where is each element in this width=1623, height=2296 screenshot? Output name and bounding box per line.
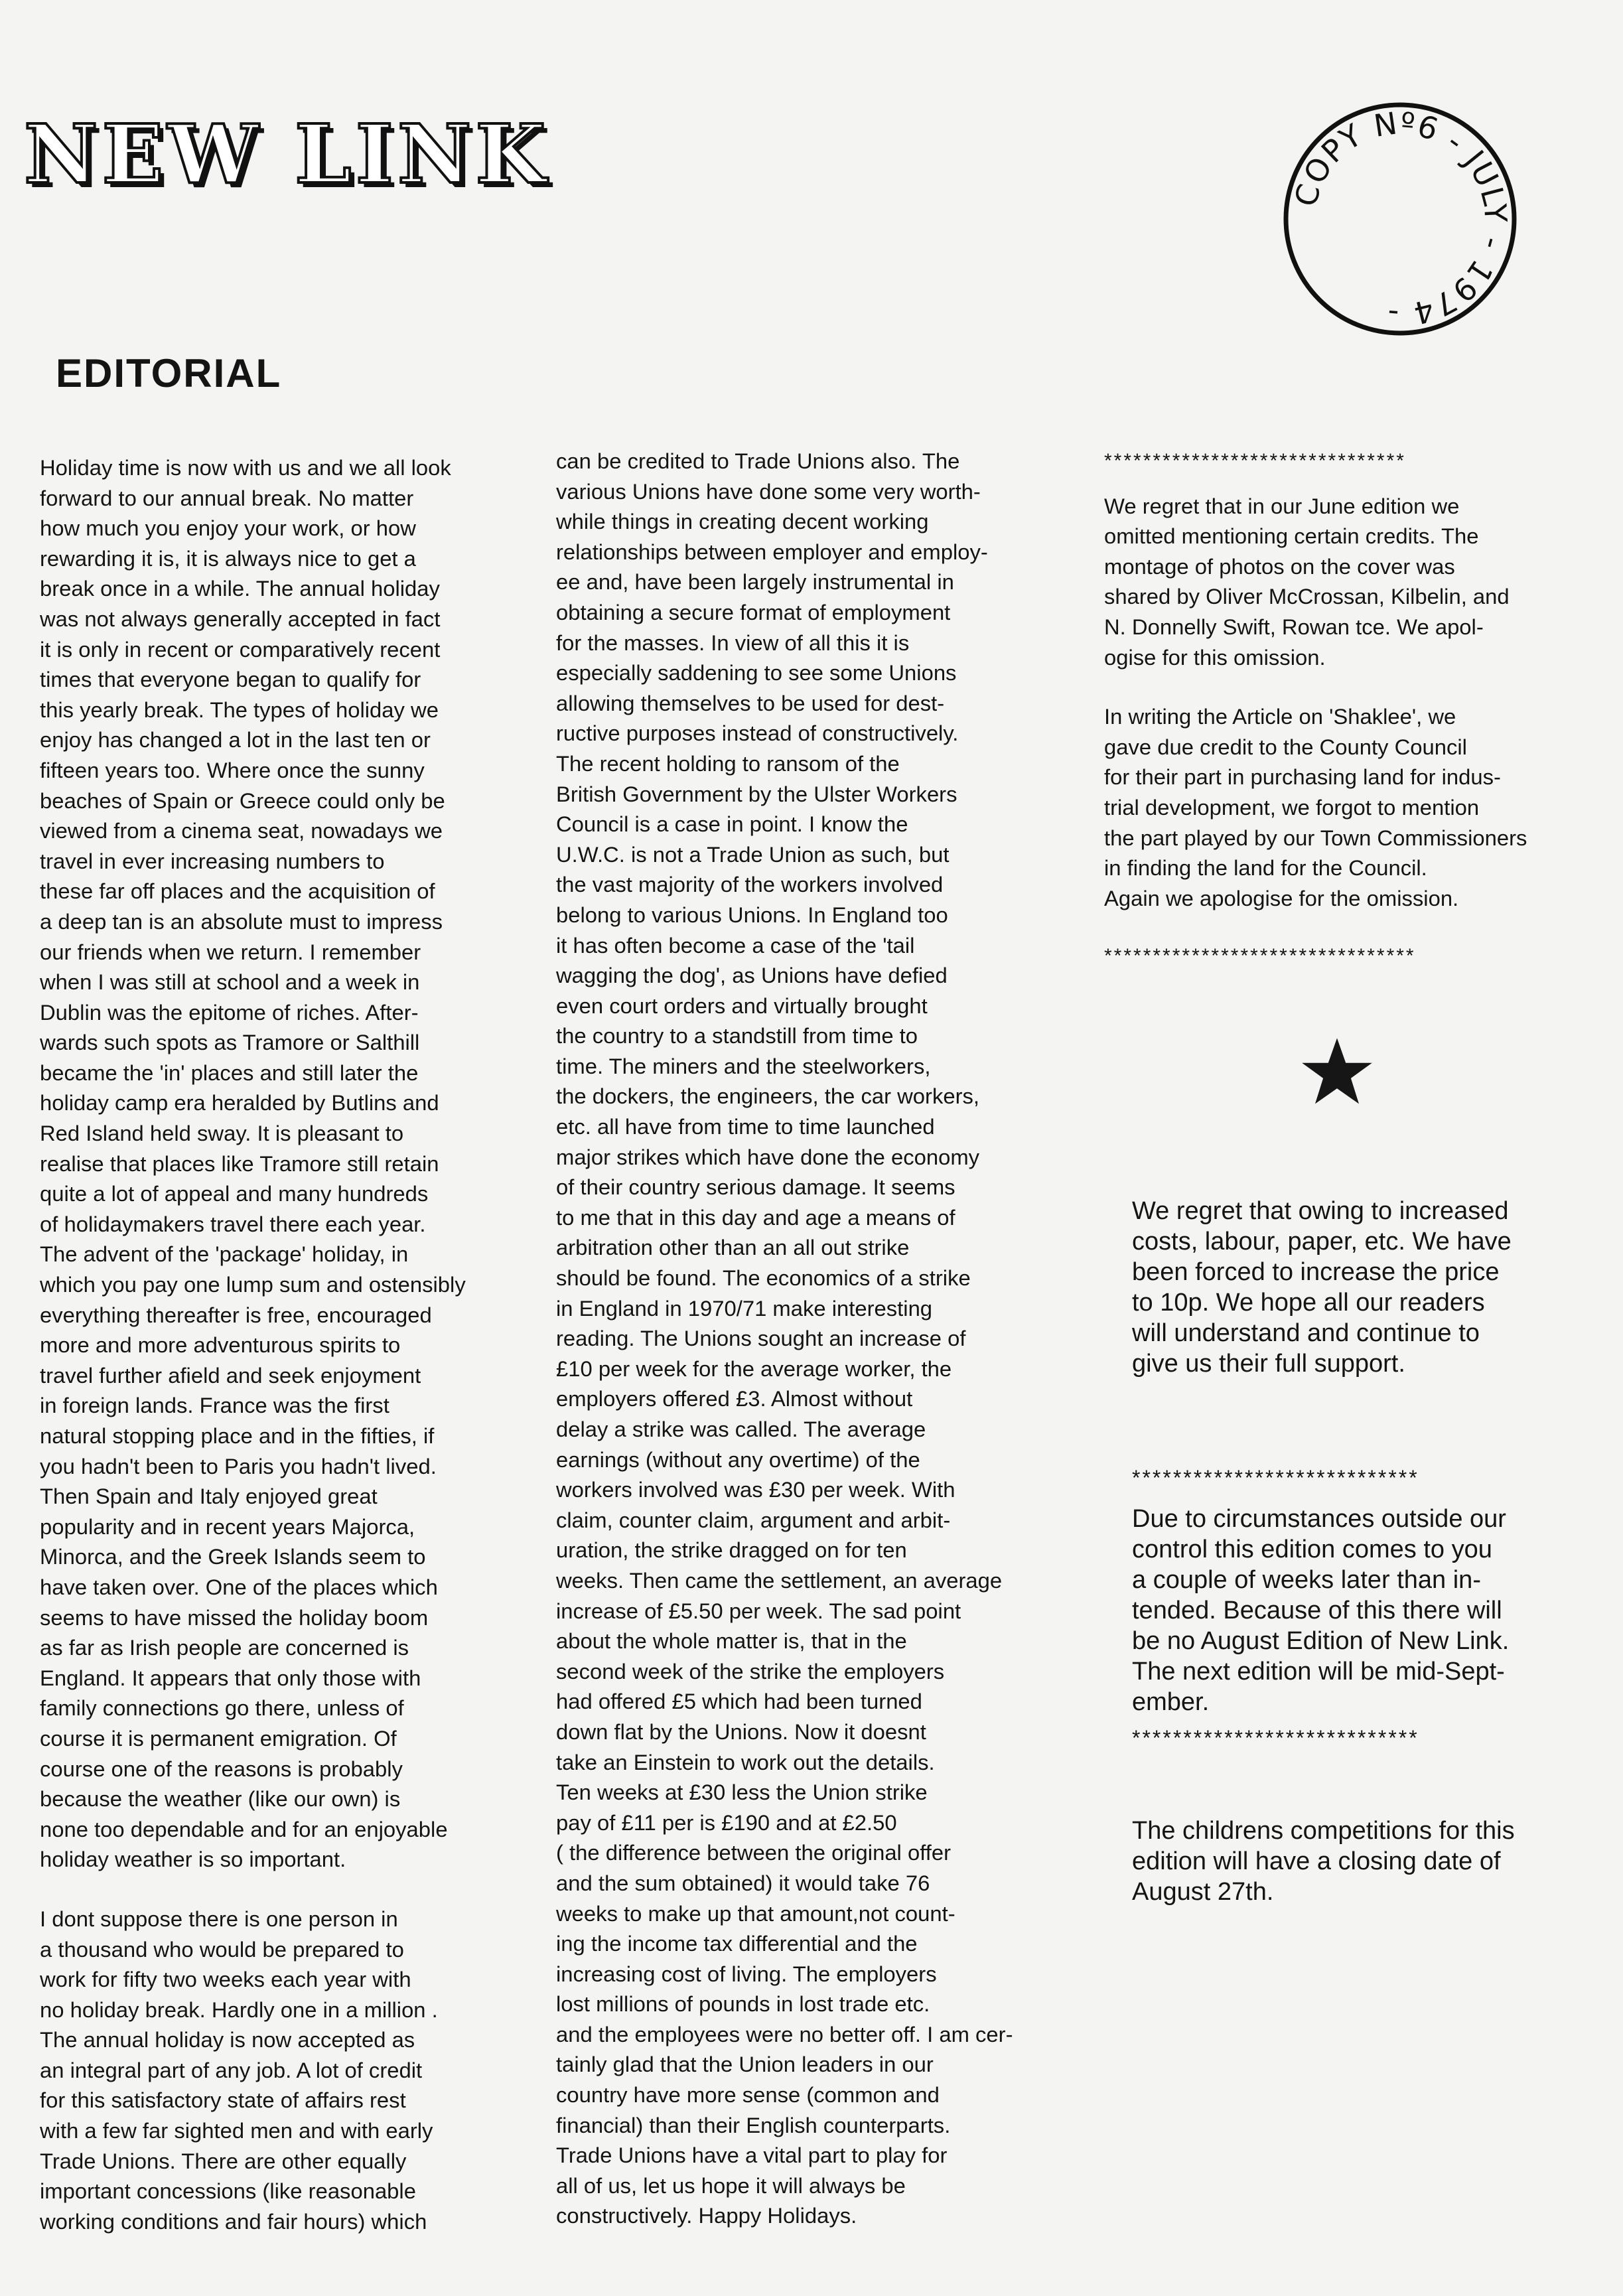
text-line: be no August Edition of New Link. xyxy=(1132,1627,1510,1655)
text-line: earnings (without any overtime) of the xyxy=(556,1447,920,1472)
text-line: Trade Unions. There are other equally xyxy=(40,2148,407,2173)
text-line: omitted mentioning certain credits. The xyxy=(1104,524,1479,549)
text-line: the part played by our Town Commissioners xyxy=(1104,825,1527,850)
text-line: forward to our annual break. No matter xyxy=(40,485,414,510)
text-line: should be found. The economics of a strike xyxy=(556,1265,971,1291)
august-notice xyxy=(1132,1463,1610,1753)
text-line: Minorca, and the Greek Islands seem to xyxy=(40,1544,426,1569)
text-line: the dockers, the engineers, the car workers, xyxy=(556,1084,980,1109)
text-line: U.W.C. is not a Trade Union as such, but xyxy=(556,841,950,867)
text-line: wards such spots as Tramore or Salthill xyxy=(40,1030,420,1055)
editorial-paragraph-1 xyxy=(40,453,544,1875)
text-line: in foreign lands. France was the first xyxy=(40,1393,389,1418)
text-line: Ten weeks at £30 less the Union strike xyxy=(556,1780,928,1805)
text-line: an integral part of any job. A lot of credit xyxy=(40,2057,423,2082)
text-line: Dublin was the epitome of riches. After- xyxy=(40,999,419,1025)
masthead-title: NEW LINK xyxy=(24,106,550,202)
text-line: while things in creating decent working xyxy=(556,509,929,534)
text-line: of their country serious damage. It seems xyxy=(556,1175,955,1200)
text-line: increase of £5.50 per week. The sad point xyxy=(556,1598,961,1623)
text-line: a deep tan is an absolute must to impress xyxy=(40,908,443,934)
text-line: with a few far sighted men and with early xyxy=(40,2118,433,2143)
text-line: British Government by the Ulster Workers xyxy=(556,781,957,806)
text-line: travel in ever increasing numbers to xyxy=(40,848,385,873)
text-line: In writing the Article on 'Shaklee', we xyxy=(1104,704,1456,729)
text-line: major strikes which have done the economy xyxy=(556,1144,980,1169)
text-line: gave due credit to the County Council xyxy=(1104,734,1467,759)
text-line: country have more sense (common and xyxy=(556,2082,940,2108)
text-line: family connections go there, unless of xyxy=(40,1695,404,1721)
text-line: viewed from a cinema seat, nowadays we xyxy=(40,818,443,843)
editorial-paragraph-2 xyxy=(40,1904,544,2237)
text-line: quite a lot of appeal and many hundreds xyxy=(40,1181,429,1206)
credits-correction xyxy=(1104,491,1608,673)
text-line: for their part in purchasing land for indus- xyxy=(1104,764,1501,790)
text-line: about the whole matter is, that in the xyxy=(556,1628,907,1654)
price-notice xyxy=(1132,1196,1610,1379)
text-line: workers involved was £30 per week. With xyxy=(556,1477,955,1502)
text-line: ee and, have been largely instrumental in xyxy=(556,569,954,595)
text-line: the country to a standstill from time to xyxy=(556,1023,918,1048)
text-line: wagging the dog', as Unions have defied xyxy=(556,963,948,988)
editorial-column-2 xyxy=(556,446,1100,2231)
text-line: ember. xyxy=(1132,1688,1210,1716)
text-line: these far off places and the acquisition of xyxy=(40,879,435,904)
text-line: was not always generally accepted in fact xyxy=(40,606,441,631)
text-line: became the 'in' places and still later the xyxy=(40,1060,419,1085)
text-line: allowing themselves to be used for dest- xyxy=(556,690,945,715)
text-line: it has often become a case of the 'tail xyxy=(556,932,915,958)
text-line: £10 per week for the average worker, the xyxy=(556,1356,952,1381)
text-line: will understand and continue to xyxy=(1132,1319,1480,1347)
text-line: our friends when we return. I remember xyxy=(40,939,421,964)
text-line: which you pay one lump sum and ostensibly xyxy=(40,1272,466,1297)
text-line: We regret that owing to increased xyxy=(1132,1197,1509,1225)
text-line: beaches of Spain or Greece could only be xyxy=(40,788,445,813)
text-line: Again we apologise for the omission. xyxy=(1104,885,1459,910)
text-line: break once in a while. The annual holiday xyxy=(40,576,440,601)
text-line: fifteen years too. Where once the sunny xyxy=(40,757,425,782)
text-line: and the sum obtained) it would take 76 xyxy=(556,1870,930,1895)
shaklee-correction xyxy=(1104,701,1608,913)
text-line: give us their full support. xyxy=(1132,1350,1405,1378)
text-line: The annual holiday is now accepted as xyxy=(40,2027,415,2052)
text-line: popularity and in recent years Majorca, xyxy=(40,1514,415,1539)
text-line: because the weather (like our own) is xyxy=(40,1786,401,1812)
text-line: to 10p. We hope all our readers xyxy=(1132,1289,1485,1317)
svg-text:COPY Nº6 - JULY - 1974 - xyxy=(1287,105,1514,332)
text-line: We regret that in our June edition we xyxy=(1104,493,1460,518)
text-line: N. Donnelly Swift, Rowan tce. We apol- xyxy=(1104,614,1484,639)
text-line: everything thereafter is free, encouraged xyxy=(40,1302,432,1327)
text-line: tainly glad that the Union leaders in our xyxy=(556,2052,934,2077)
text-line: for this satisfactory state of affairs rest xyxy=(40,2088,406,2113)
text-line: a thousand who would be prepared to xyxy=(40,1936,404,1962)
divider-stars: ******************************* xyxy=(1104,450,1406,472)
text-line: working conditions and fair hours) which xyxy=(40,2208,427,2234)
text-line: England. It appears that only those with xyxy=(40,1665,421,1690)
text-line: no holiday break. Hardly one in a million . xyxy=(40,1997,438,2022)
text-line: this yearly break. The types of holiday we xyxy=(40,697,439,722)
text-line: relationships between employer and employ- xyxy=(556,539,988,564)
text-line: how much you enjoy your work, or how xyxy=(40,516,416,541)
text-line: can be credited to Trade Unions also. The xyxy=(556,449,960,473)
text-line: ructive purposes instead of constructively. xyxy=(556,721,959,746)
text-line: obtaining a secure format of employment xyxy=(556,599,951,624)
text-line: The next edition will be mid-Sept- xyxy=(1132,1658,1505,1686)
text-line: belong to various Unions. In England too xyxy=(556,902,948,927)
text-line: in finding the land for the Council. xyxy=(1104,855,1427,881)
text-line: various Unions have done some very worth- xyxy=(556,478,981,504)
text-line: to me that in this day and age a means of xyxy=(556,1204,955,1230)
text-line: especially saddening to see some Unions xyxy=(556,660,957,685)
text-line: lost millions of pounds in lost trade etc. xyxy=(556,1991,930,2017)
text-line: Due to circumstances outside our xyxy=(1132,1505,1506,1533)
text-line: shared by Oliver McCrossan, Kilbelin, and xyxy=(1104,584,1510,609)
text-line: edition will have a closing date of xyxy=(1132,1847,1501,1875)
text-line: weeks to make up that amount,not count- xyxy=(556,1901,955,1926)
text-line: control this edition comes to you xyxy=(1132,1536,1492,1563)
text-line: ing the income tax differential and the xyxy=(556,1931,918,1956)
divider-stars: **************************** xyxy=(1132,1466,1419,1490)
text-line: Trade Unions have a vital part to play for xyxy=(556,2143,948,2168)
text-line: tended. Because of this there will xyxy=(1132,1597,1502,1624)
text-line: important concessions (like reasonable xyxy=(40,2179,416,2204)
notices-column xyxy=(1104,446,1608,971)
text-line: Holiday time is now with us and we all look xyxy=(40,455,451,480)
text-line: Red Island held sway. It is pleasant to xyxy=(40,1121,404,1146)
text-line: enjoy has changed a lot in the last ten or xyxy=(40,727,431,753)
text-line: ( the difference between the original offer xyxy=(556,1840,951,1865)
text-line: even court orders and virtually brought xyxy=(556,993,928,1018)
text-line: of holidaymakers travel there each year. xyxy=(40,1211,426,1236)
star-icon xyxy=(1301,1035,1374,1108)
text-line: more and more adventurous spirits to xyxy=(40,1332,401,1358)
text-line: The recent holding to ransom of the xyxy=(556,751,900,776)
text-line: as far as Irish people are concerned is xyxy=(40,1635,409,1660)
text-line: trial development, we forgot to mention xyxy=(1104,794,1480,820)
text-line: uration, the strike dragged on for ten xyxy=(556,1538,907,1563)
competition-notice xyxy=(1132,1816,1610,1907)
editorial-paragraph-3 xyxy=(556,446,1100,2231)
editorial-column-1 xyxy=(40,453,544,2236)
text-line: holiday camp era heralded by Butlins and xyxy=(40,1090,439,1115)
text-line: delay a strike was called. The average xyxy=(556,1417,926,1441)
text-line: montage of photos on the cover was xyxy=(1104,553,1455,579)
text-line: I dont suppose there is one person in xyxy=(40,1906,398,1931)
text-line: weeks. Then came the settlement, an average xyxy=(556,1567,1003,1593)
text-line: pay of £11 per is £190 and at £2.50 xyxy=(556,1810,897,1835)
text-line: increasing cost of living. The employers xyxy=(556,1961,937,1986)
text-line: Then Spain and Italy enjoyed great xyxy=(40,1484,378,1509)
text-line: have taken over. One of the places which xyxy=(40,1574,438,1599)
text-line: course one of the reasons is probably xyxy=(40,1756,403,1781)
text-line: none too dependable and for an enjoyable xyxy=(40,1816,448,1841)
text-line: costs, labour, paper, etc. We have xyxy=(1132,1228,1512,1256)
text-line: The advent of the 'package' holiday, in xyxy=(40,1242,409,1267)
text-line: realise that places like Tramore still retain xyxy=(40,1151,439,1176)
text-line: take an Einstein to work out the details. xyxy=(556,1749,935,1774)
divider-stars: **************************** xyxy=(1132,1726,1419,1750)
divider-stars: ******************************** xyxy=(1104,945,1416,968)
text-line: natural stopping place and in the fifties, if xyxy=(40,1423,435,1448)
text-line: had offered £5 which had been turned xyxy=(556,1689,922,1714)
text-line: reading. The Unions sought an increase of xyxy=(556,1326,966,1351)
text-line: course it is permanent emigration. Of xyxy=(40,1725,397,1751)
text-line: The childrens competitions for this xyxy=(1132,1817,1515,1845)
text-line: etc. all have from time to time launched xyxy=(556,1114,935,1139)
text-line: financial) than their English counterparts. xyxy=(556,2112,951,2137)
text-line: time. The miners and the steelworkers, xyxy=(556,1053,931,1078)
editorial-heading: EDITORIAL xyxy=(56,351,282,395)
text-line: when I was still at school and a week in xyxy=(40,969,420,995)
text-line: a couple of weeks later than in- xyxy=(1132,1566,1481,1594)
text-line: down flat by the Unions. Now it doesnt xyxy=(556,1719,926,1744)
text-line: times that everyone began to qualify for xyxy=(40,667,421,692)
stamp-text: COPY Nº6 - JULY - 1974 - xyxy=(1287,105,1514,333)
text-line: been forced to increase the price xyxy=(1132,1258,1500,1286)
text-line: work for fifty two weeks each year with xyxy=(40,1967,411,1992)
text-line: all of us, let us hope it will always be xyxy=(556,2173,906,2198)
text-line: constructively. Happy Holidays. xyxy=(556,2203,857,2228)
text-line: Council is a case in point. I know the xyxy=(556,812,908,837)
text-line: employers offered £3. Almost without xyxy=(556,1386,913,1411)
text-line: travel further afield and seek enjoyment xyxy=(40,1362,421,1388)
text-line: arbitration other than an all out strike xyxy=(556,1235,910,1260)
text-line: in England in 1970/71 make interesting xyxy=(556,1295,933,1321)
text-line: rewarding it is, it is always nice to get a xyxy=(40,545,416,571)
text-line: the vast majority of the workers involved xyxy=(556,872,944,897)
text-line: seems to have missed the holiday boom xyxy=(40,1605,429,1630)
text-line: August 27th. xyxy=(1132,1878,1274,1906)
text-line: claim, counter claim, argument and arbit- xyxy=(556,1507,951,1532)
text-line: it is only in recent or comparatively recent xyxy=(40,636,441,662)
text-line: holiday weather is so important. xyxy=(40,1847,346,1872)
text-line: ogise for this omission. xyxy=(1104,644,1326,670)
date-stamp xyxy=(1274,93,1526,345)
text-line: you hadn't been to Paris you hadn't lived. xyxy=(40,1453,437,1478)
text-line: second week of the strike the employers xyxy=(556,1658,945,1684)
text-line: and the employees were no better off. I am cer- xyxy=(556,2021,1013,2046)
text-line: for the masses. In view of all this it is xyxy=(556,630,910,655)
